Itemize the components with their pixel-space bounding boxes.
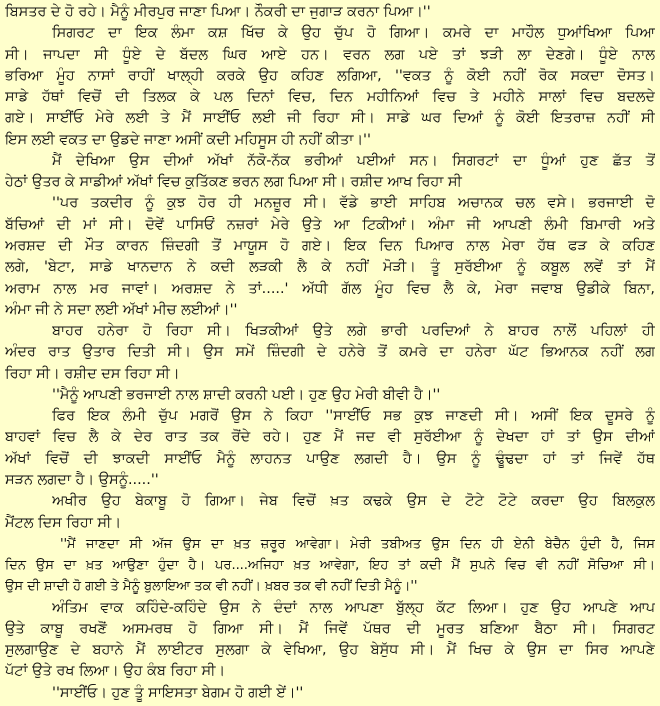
text-line: ਪੱਟਾਂ ਉਤੇ ਰਖ ਲਿਆ। ਉਹ ਕੰਬ ਰਿਹਾ ਸੀ। xyxy=(5,663,226,680)
text-line: ਅਰਸ਼ਦ ਦੀ ਮੌਤ ਕਾਰਨ ਜ਼ਿੰਦਗੀ ਤੋਂ ਮਾਯੂਸ ਹੋ ਗਏ। ਇਕ ਦਿਨ ਪਿਆਰ ਨਾਲ ਮੇਰਾ ਹੱਥ ਫੜ ਕੇ ਕਹਿਣ xyxy=(5,238,655,254)
text-line: ਫਿਰ ਇਕ ਲੰਮੀ ਚੁੱਪ ਮਗਰੋਂ ਉਸ ਨੇ ਕਿਹਾ ''ਸਾਈਂਓ ਸਭ ਕੁਝ ਜਾਣਦੀ ਸੀ। ਅਸੀਂ ਇਕ ਦੂਸਰੇ ਨੂੰ xyxy=(52,408,655,425)
text-line: ਭਰਿਆ ਮੂੰਹ ਨਾਸਾਂ ਰਾਹੀਂ ਖਾਲ੍ਹੀ ਕਰਕੇ ਉਹ ਕਹਿਣ ਲਗਿਆ, ''ਵਕਤ ਨੂੰ ਕੋਈ ਨਹੀਂ ਰੋਕ ਸਕਦਾ ਦੋਸਤ। xyxy=(5,67,655,84)
text-line: ਸੀ। ਜਾਪਦਾ ਸੀ ਧੂੰਏ ਦੇ ਬੱਦਲ ਘਿਰ ਆਏ ਹਨ। ਵਰਨ ਲਗ ਪਏ ਤਾਂ ਝੜੀ ਲਾ ਦੇਣਗੇ। ਧੂੰਏ ਨਾਲ xyxy=(5,46,655,63)
text-line: ਬਿਸਤਰ ਦੇ ਹੋ ਰਹੇ। ਮੈਨੂੰ ਮੀਰਪੁਰ ਜਾਣਾ ਪਿਆ। ਨੌਕਰੀ ਦਾ ਜੁਗਾੜ ਕਰਨਾ ਪਿਆ।'' xyxy=(5,4,431,20)
text-line: ਉਸ ਦੀ ਸ਼ਾਦੀ ਹੋ ਗਈ ਤੇ ਮੈਨੂੰ ਬੁਲਾਇਆ ਤਕ ਵੀ ਨਹੀਂ। ਖ਼ਬਰ ਤਕ ਵੀ ਨਹੀਂ ਦਿਤੀ ਮੈਨੂੰ।'' xyxy=(5,579,418,595)
text-line: ''ਪਰ ਤਕਦੀਰ ਨੂੰ ਕੁਝ ਹੋਰ ਹੀ ਮਨਜ਼ੂਰ ਸੀ। ਵੱਡੇ ਭਾਈ ਸਾਹਿਬ ਅਚਾਨਕ ਚਲ ਵਸੇ। ਭਰਜਾਈ ਦੋ xyxy=(52,195,655,212)
text-line: ਅੰਮਾ ਜੀ ਨੇ ਸਦਾ ਲਈ ਅੱਖਾਂ ਮੀਚ ਲਈਆਂ।'' xyxy=(5,301,238,318)
text-line: ਬੱਚਿਆਂ ਦੀ ਮਾਂ ਸੀ। ਦੋਵੇਂ ਪਾਸਿਓਂ ਨਜ਼ਰਾਂ ਮੇਰੇ ਉਤੇ ਆ ਟਿਕੀਆਂ। ਅੰਮਾ ਜੀ ਆਪਣੀ ਲੰਮੀ ਬਿਮਾਰੀ ਅਤੇ xyxy=(5,216,655,233)
text-line: ਸੜਨ ਲਗਦਾ ਹੈ। ਉਸਨੂੰ.....'' xyxy=(5,472,159,488)
text-line: ਅੰਤਿਮ ਵਾਕ ਕਹਿੰਦੇ-ਕਹਿੰਦੇ ਉਸ ਨੇ ਦੰਦਾਂ ਨਾਲ ਆਪਣਾ ਬੁੱਲ੍ਹ ਕੱਟ ਲਿਆ। ਹੁਣ ਉਹ ਆਪਣੇ ਆਪ xyxy=(52,599,655,616)
text-line: ''ਮੈਨੂੰ ਆਪਣੀ ਭਰਜਾਈ ਨਾਲ ਸ਼ਾਦੀ ਕਰਨੀ ਪਈ। ਹੁਣ ਉਹ ਮੇਰੀ ਬੀਵੀ ਹੈ।'' xyxy=(52,386,441,403)
text-line: ਬਾਹਵਾਂ ਵਿਚ ਲੈ ਕੇ ਦੇਰ ਰਾਤ ਤਕ ਰੋਂਦੇ ਰਹੇ। ਹੁਣ ਮੈਂ ਜਦ ਵੀ ਸੁਰੱਈਆ ਨੂੰ ਦੇਖਦਾ ਹਾਂ ਤਾਂ ਉਸ ਦੀਆਂ xyxy=(5,429,655,446)
text-line: ਗਏ। ਸਾਈਂਓ ਮੇਰੇ ਲਈ ਤੇ ਮੈਂ ਸਾਈਂਓ ਲਈ ਜੀ ਰਿਹਾ ਸੀ। ਸਾਡੇ ਘਰ ਦਿਆਂ ਨੂੰ ਕੋਈ ਇਤਰਾਜ਼ ਨਹੀਂ ਸੀ xyxy=(5,110,655,127)
text-line: ''ਮੈਂ ਜਾਣਦਾ ਸੀ ਅੱਜ ਉਸ ਦਾ ਖ਼ਤ ਜ਼ਰੂਰ ਆਵੇਗਾ। ਮੇਰੀ ਤਬੀਅਤ ਉਸ ਦਿਨ ਹੀ ਏਨੀ ਬੇਚੈਨ ਹੁੰਦੀ ਹੈ, ਜਿਸ xyxy=(60,536,655,552)
text-line: ਲਗੇ, 'ਬੇਟਾ, ਸਾਡੇ ਖਾਨਦਾਨ ਨੇ ਕਦੀ ਲੜਕੀ ਲੈ ਕੇ ਨਹੀਂ ਮੋੜੀ। ਤੂੰ ਸੁਰੱਈਆ ਨੂੰ ਕਬੂਲ ਲਵੇਂ ਤਾਂ ਮੈਂ xyxy=(5,259,655,276)
text-line: ਅਰਾਮ ਨਾਲ ਮਰ ਜਾਵਾਂ। ਅਰਸ਼ਦ ਨੇ ਤਾਂ.....' ਅੱਧੀ ਗੱਲ ਮੂੰਹ ਵਿਚ ਲੈ ਕੇ, ਮੇਰਾ ਜਵਾਬ ਉਡੀਕੇ ਬਿਨਾ, xyxy=(5,280,655,297)
text-line: ਅੱਖਾਂ ਵਿਚੋਂ ਦੀ ਝਾਕਦੀ ਸਾਈਂਓ ਮੈਨੂੰ ਲਾਹਨਤ ਪਾਉਣ ਲਗਦੀ ਹੈ। ਉਸ ਨੂੰ ਢੂੰਢਦਾ ਹਾਂ ਤਾਂ ਜਿਵੇਂ ਹੱਥ xyxy=(5,450,655,467)
text-line: ਮੈਂ ਦੇਖਿਆ ਉਸ ਦੀਆਂ ਅੱਖਾਂ ਨੱਕੋ-ਨੱਕ ਭਰੀਆਂ ਪਈਆਂ ਸਨ। ਸਿਗਰਟਾਂ ਦਾ ਧੂੰਆਂ ਹੁਣ ਛੱਤ ਤੋਂ xyxy=(52,152,655,169)
text-line: ਸਿਗਰਟ ਦਾ ਇਕ ਲੰਮਾ ਕਸ਼ ਖਿੱਚ ਕੇ ਉਹ ਚੁੱਪ ਹੋ ਗਿਆ। ਕਮਰੇ ਦਾ ਮਾਹੌਲ ਧੁਆਂਖਿਆ ਪਿਆ xyxy=(52,25,655,42)
text-line: ਦਿਨ ਉਸ ਦਾ ਖ਼ਤ ਆਉਣਾ ਹੁੰਦਾ ਹੈ। ਪਰ....ਅਜਿਹਾ ਖ਼ਤ ਆਵੇਗਾ, ਇਹ ਤਾਂ ਕਦੀ ਮੈਂ ਸੁਪਨੇ ਵਿਚ ਵੀ ਨਹੀਂ ਸੋਚਿਆ ਸੀ। xyxy=(5,558,655,574)
text-line: ਇਸ ਲਈ ਵਕਤ ਦਾ ਉਡਦੇ ਜਾਣਾ ਅਸੀਂ ਕਦੀ ਮਹਿਸੂਸ ਹੀ ਨਹੀਂ ਕੀਤਾ।'' xyxy=(5,131,371,148)
text-line: ਸੁਲਗਾਉਣ ਦੇ ਬਹਾਨੇ ਮੈਂ ਲਾਈਟਰ ਸੁਲਗਾ ਕੇ ਵੇਖਿਆ, ਉਹ ਬੇਸੁੱਧ ਸੀ। ਮੈਂ ਖਿਚ ਕੇ ਉਸ ਦਾ ਸਿਰ ਆਪਣੇ xyxy=(5,642,655,659)
text-line: ਮੈਂਟਲ ਦਿਸ ਰਿਹਾ ਸੀ। xyxy=(5,514,122,531)
text-line: ਅਖੀਰ ਉਹ ਬੇਕਾਬੂ ਹੋ ਗਿਆ। ਜੇਬ ਵਿਚੋਂ ਖ਼ਤ ਕਢਕੇ ਉਸ ਦੇ ਟੋਟੇ ਟੋਟੇ ਕਰਦਾ ਉਹ ਬਿਲਕੁਲ xyxy=(52,493,655,510)
text-line: ਅੰਦਰ ਰਾਤ ਉਤਾਰ ਦਿਤੀ ਸੀ। ਉਸ ਸਮੇਂ ਜ਼ਿੰਦਗੀ ਦੇ ਹਨੇਰੇ ਤੋਂ ਕਮਰੇ ਦਾ ਹਨੇਰਾ ਘੱਟ ਭਿਆਨਕ ਨਹੀਂ ਲਗ xyxy=(5,344,655,361)
text-line: ਸਾਡੇ ਹੱਥਾਂ ਵਿਚੋਂ ਦੀ ਤਿਲਕ ਕੇ ਪਲ ਦਿਨਾਂ ਵਿਚ, ਦਿਨ ਮਹੀਨਿਆਂ ਵਿਚ ਤੇ ਮਹੀਨੇ ਸਾਲਾਂ ਵਿਚ ਬਦਲਦੇ xyxy=(5,89,655,106)
text-line: ਉਤੇ ਕਾਬੂ ਰਖਣੋਂ ਅਸਮਰਥ ਹੋ ਗਿਆ ਸੀ। ਮੈਂ ਜਿਵੇਂ ਪੱਥਰ ਦੀ ਮੂਰਤ ਬਣਿਆ ਬੈਠਾ ਸੀ। ਸਿਗਰਟ xyxy=(5,620,655,637)
text-line: ਹੇਠਾਂ ਉਤਰ ਕੇ ਸਾਡੀਆਂ ਅੱਖਾਂ ਵਿਚ ਕੁਤਿੱਕਣ ਭਰਨ ਲਗ ਪਿਆ ਸੀ। ਰਸ਼ੀਦ ਆਖ ਰਿਹਾ ਸੀ xyxy=(5,174,462,191)
text-line: ਬਾਹਰ ਹਨੇਰਾ ਹੋ ਰਿਹਾ ਸੀ। ਖਿੜਕੀਆਂ ਉਤੇ ਲਗੇ ਭਾਰੀ ਪਰਦਿਆਂ ਨੇ ਬਾਹਰ ਨਾਲੋਂ ਪਹਿਲਾਂ ਹੀ xyxy=(52,323,655,340)
text-line: ''ਸਾਈਂਓ। ਹੁਣ ਤੂੰ ਸਾਇਸਤਾ ਬੇਗਮ ਹੋ ਗਈ ਏਂ।'' xyxy=(52,684,304,701)
text-line: ਰਿਹਾ ਸੀ। ਰਸ਼ੀਦ ਦਸ ਰਿਹਾ ਸੀ। xyxy=(5,365,180,382)
